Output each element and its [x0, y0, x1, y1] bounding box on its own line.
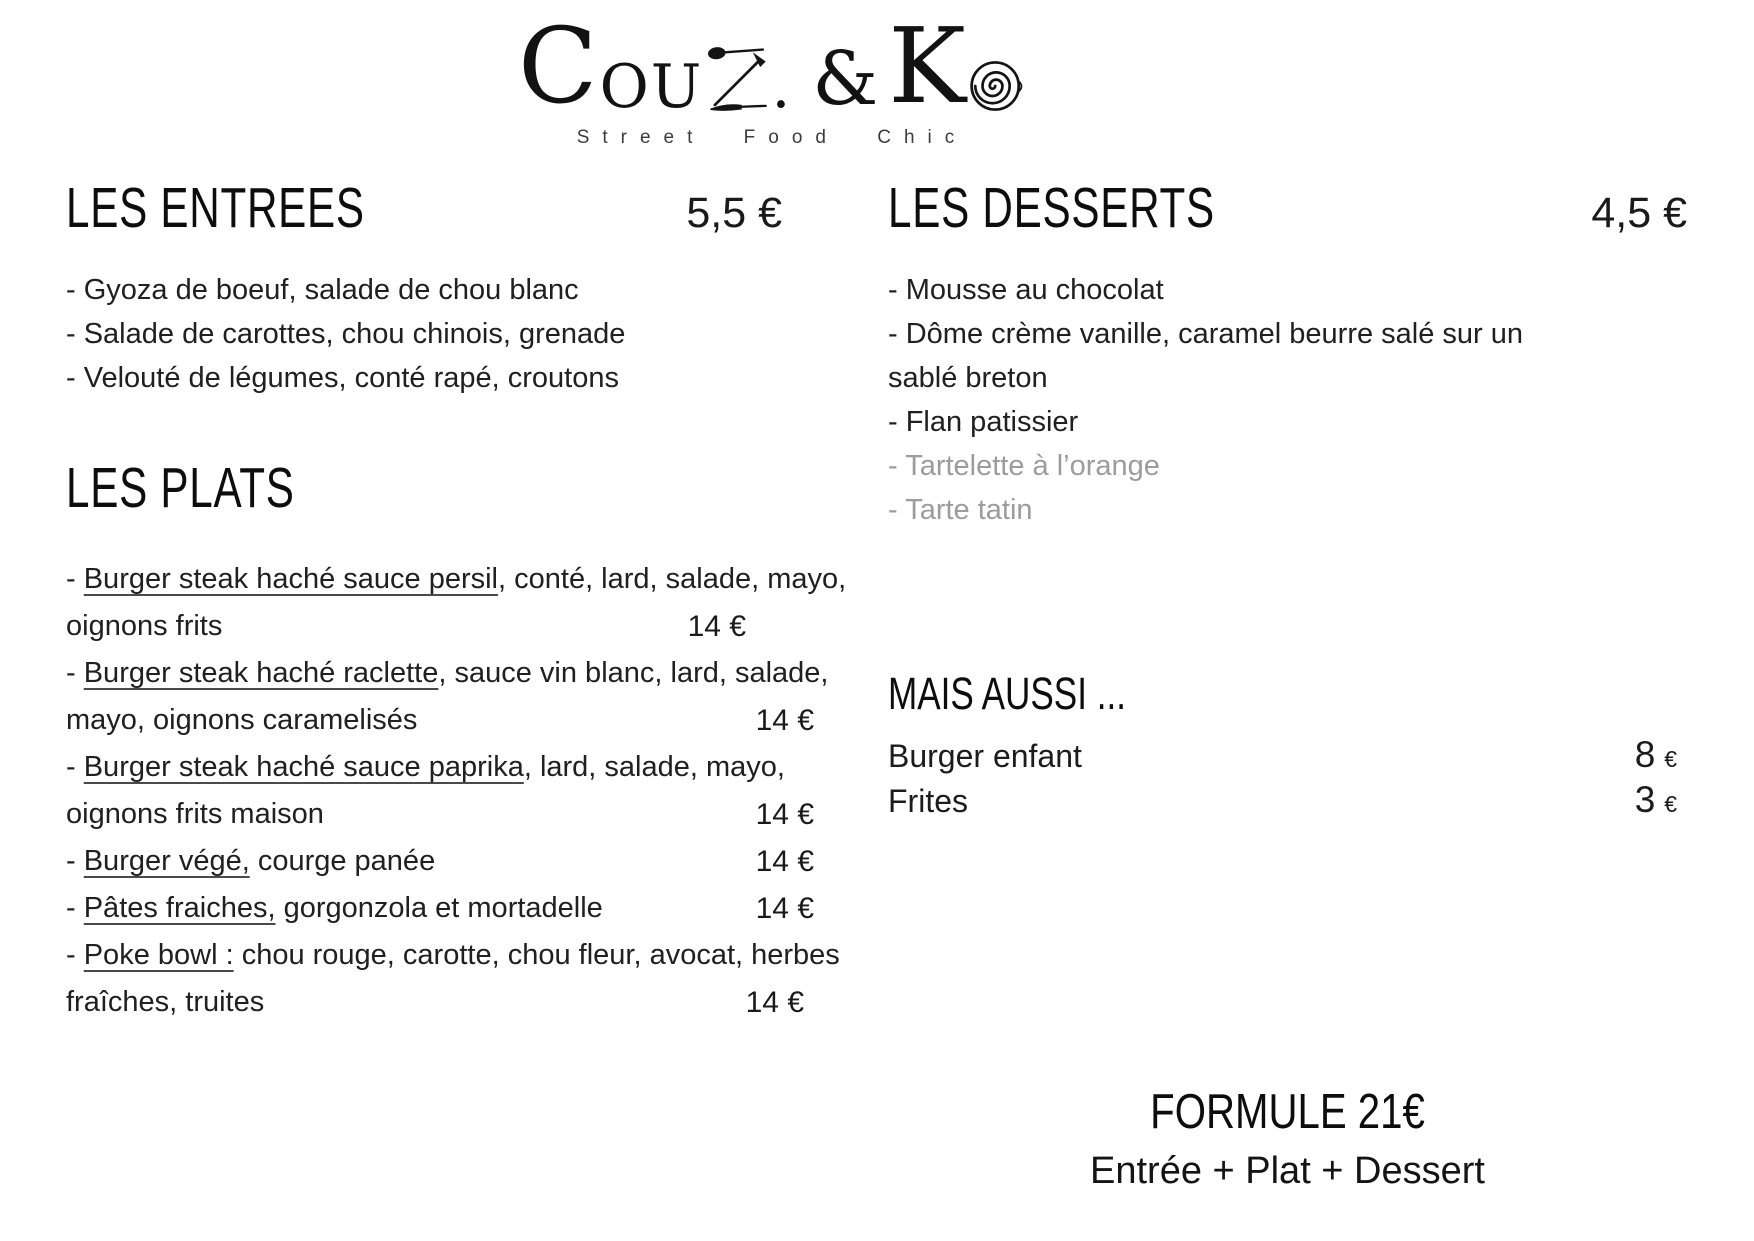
dessert-item: - Dôme crème vanille, caramel beurre salé sur un sablé breton	[888, 318, 1524, 394]
formule-section	[888, 1086, 1687, 1193]
entrees-title: LES ENTREES	[66, 176, 365, 240]
dish-description: oignons frits maison	[66, 798, 324, 830]
dish-price: 14 €	[755, 704, 814, 737]
dish-description: gorgonzola et mortadelle	[275, 892, 603, 924]
desserts-title: LES DESSERTS	[888, 176, 1215, 240]
dish-price: 3 €	[1634, 779, 1677, 820]
mais-aussi-title: MAIS AUSSI ...	[888, 668, 1126, 719]
logo-wordmark	[518, 5, 1026, 127]
plats-list	[66, 556, 866, 1026]
dish-description: courge panée	[249, 845, 436, 877]
mais-aussi-item	[888, 734, 1687, 779]
dish-price: 14 €	[687, 610, 746, 643]
dish-description: , lard, salade, mayo,	[523, 751, 785, 783]
entrees-price: 5,5 €	[686, 189, 782, 237]
plat-item	[66, 556, 866, 650]
dessert-item: - Tartelette à l’orange	[888, 450, 1160, 482]
dish-description: , conté, lard, salade, mayo,	[498, 563, 847, 595]
dish-price: 8 €	[1634, 734, 1677, 775]
logo-ampersand: &	[812, 36, 879, 122]
dish-description: fraîches, truites	[66, 986, 265, 1018]
formule-subtitle: Entrée + Plat + Dessert	[1090, 1149, 1485, 1192]
left-column	[66, 176, 866, 1026]
dish-name: Burger steak haché sauce paprika	[83, 751, 524, 783]
dish-price: 14 €	[755, 845, 814, 878]
right-column	[888, 176, 1687, 1193]
formule-title: FORMULE 21€	[1150, 1085, 1425, 1139]
dish-name: Burger enfant	[888, 738, 1082, 774]
cutlery-z-icon	[707, 44, 769, 116]
bowl-swirl-icon	[968, 57, 1026, 115]
logo-letter-k: K	[888, 5, 966, 127]
dessert-item: - Tarte tatin	[888, 494, 1033, 526]
plats-section-header	[66, 456, 866, 520]
dish-description: , sauce vin blanc, lard, salade,	[438, 657, 829, 689]
logo-period: .	[771, 52, 791, 122]
desserts-section-header	[888, 176, 1687, 240]
item-dash: -	[66, 657, 84, 689]
dish-description: mayo, oignons caramelisés	[66, 704, 418, 736]
plat-item	[66, 885, 866, 932]
item-dash: -	[66, 563, 84, 595]
dish-name: Burger steak haché raclette	[83, 657, 439, 689]
dish-price: 14 €	[755, 798, 814, 831]
dish-description: oignons frits	[66, 610, 223, 642]
mais-aussi-item	[888, 779, 1687, 824]
item-dash: -	[66, 892, 84, 924]
plat-item	[66, 838, 866, 885]
entrees-section-header	[66, 176, 866, 240]
dessert-item: - Flan patissier	[888, 406, 1079, 438]
plat-item	[66, 744, 866, 838]
desserts-price: 4,5 €	[1591, 189, 1687, 237]
entree-item: - Salade de carottes, chou chinois, grenade	[66, 318, 626, 350]
dish-name: Burger steak haché sauce persil	[83, 563, 499, 595]
dish-price: 14 €	[745, 986, 804, 1019]
entrees-list	[66, 268, 866, 400]
desserts-list	[888, 268, 1687, 532]
mais-aussi-section	[888, 668, 1687, 824]
item-dash: -	[66, 939, 84, 971]
logo-tagline: Street Food Chic	[576, 127, 968, 148]
dish-name: Burger végé,	[83, 845, 250, 877]
mais-aussi-list	[888, 734, 1687, 824]
plat-item	[66, 650, 866, 744]
logo-letters-ou: OU	[599, 52, 704, 122]
dish-name: Pâtes fraiches,	[83, 892, 276, 924]
dessert-item: - Mousse au chocolat	[888, 274, 1164, 306]
dish-price: 14 €	[755, 892, 814, 925]
dish-description: chou rouge, carotte, chou fleur, avocat, herbes	[233, 939, 840, 971]
item-dash: -	[66, 751, 84, 783]
plats-title: LES PLATS	[66, 456, 295, 520]
entree-item: - Velouté de légumes, conté rapé, croutons	[66, 362, 619, 394]
logo-letter-c: C	[518, 5, 598, 127]
restaurant-logo	[518, 5, 1026, 149]
dish-name: Frites	[888, 783, 968, 819]
dish-name: Poke bowl :	[83, 939, 234, 971]
item-dash: -	[66, 845, 84, 877]
plat-item	[66, 932, 866, 1026]
entree-item: - Gyoza de boeuf, salade de chou blanc	[66, 274, 579, 306]
